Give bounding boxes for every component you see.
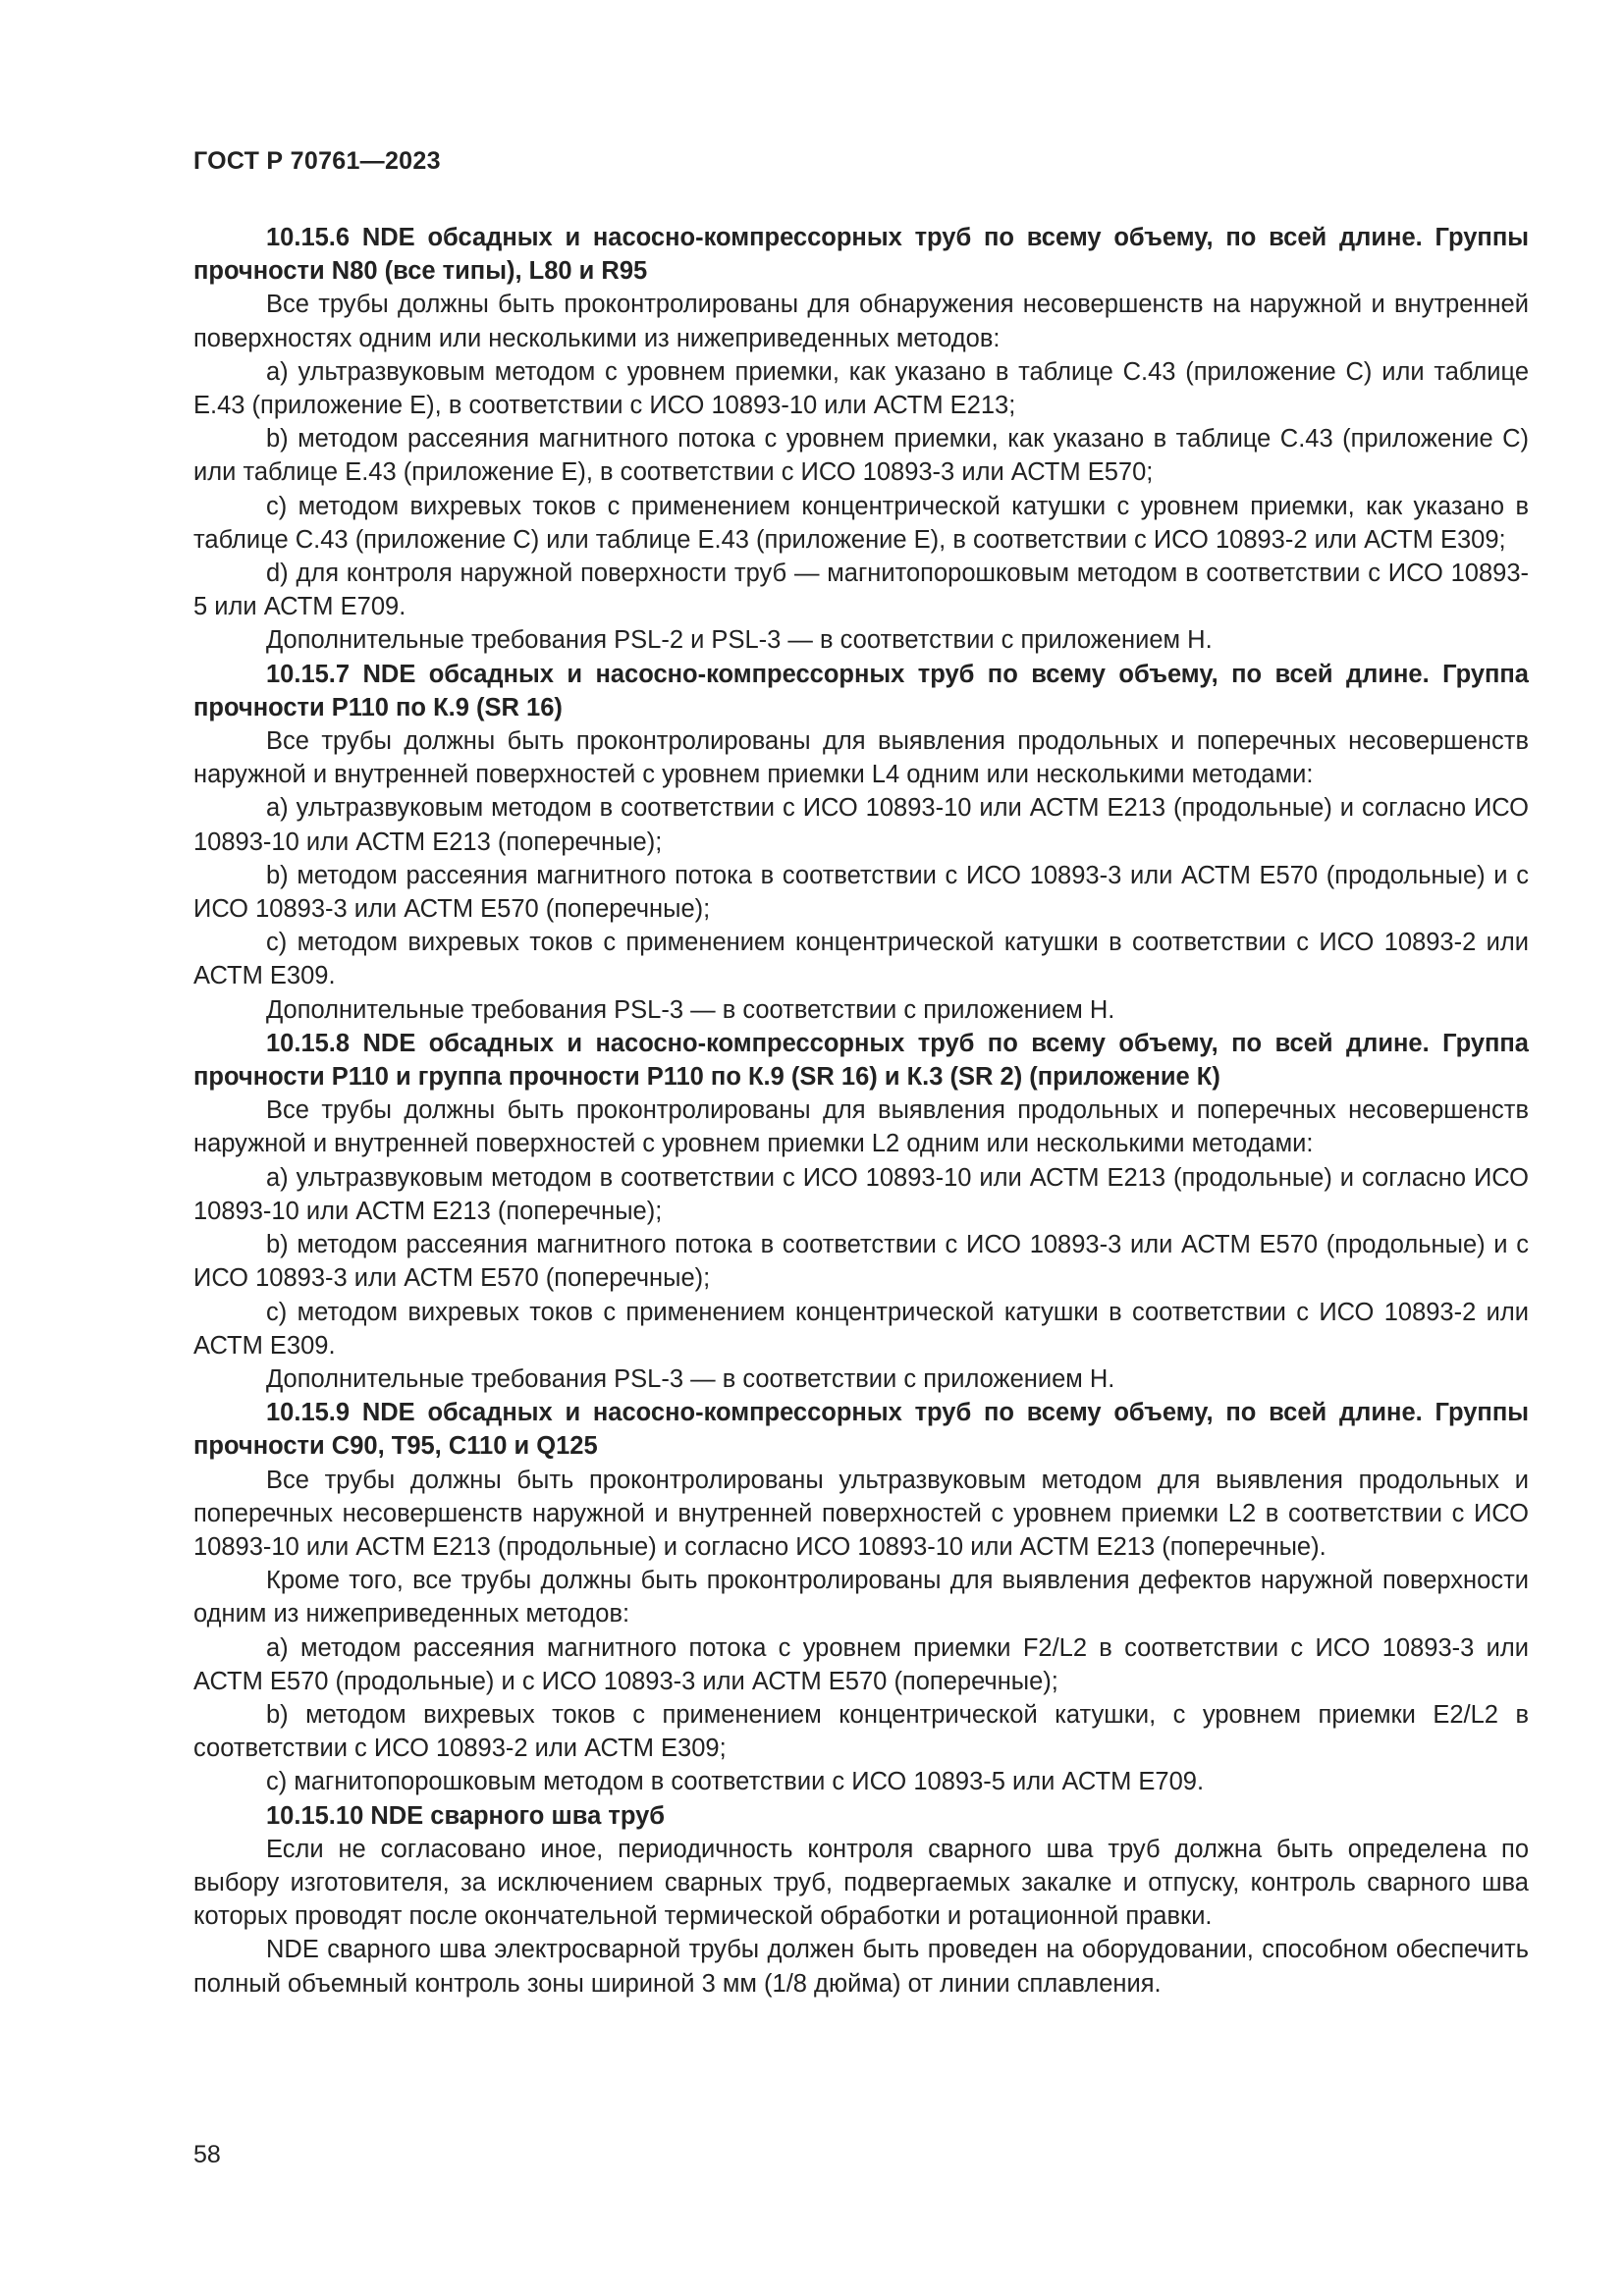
section-heading: 10.15.7 NDE обсадных и насосно-компрессорных труб по всему объему, по всей длине. Группа прочности P110 по К.9 (SR 16) [193, 660, 1529, 721]
body-paragraph: Дополнительные требования PSL-3 — в соответствии с приложением H. [266, 1364, 1115, 1393]
document-header: ГОСТ Р 70761—2023 [193, 147, 441, 175]
body-paragraph: Все трубы должны быть проконтролированы для выявления продольных и поперечных несовершенств наружной и внутренней поверхностей с уровнем приемки L2 одним или несколькими методами: [193, 1096, 1529, 1158]
body-paragraph: c) методом вихревых токов с применением концентрической катушки в соответствии с ИСО 10893-2 или АСТМ E309. [193, 929, 1529, 990]
body-paragraph: Все трубы должны быть проконтролированы для обнаружения несовершенств на наружной и внутренней поверхностях одним или несколькими из нижеприведенных методов: [193, 291, 1529, 352]
body-paragraph: a) ультразвуковым методом в соответствии с ИСО 10893-10 или АСТМ E213 (продольные) и согласно ИСО 10893-10 или АСТМ E213 (поперечные); [193, 794, 1529, 856]
body-paragraph: a) ультразвуковым методом в соответствии с ИСО 10893-10 или АСТМ E213 (продольные) и согласно ИСО 10893-10 или АСТМ E213 (поперечные); [193, 1163, 1529, 1225]
body-paragraph: c) методом вихревых токов с применением концентрической катушки с уровнем приемки, как указано в таблице C.43 (приложение C) или таблице E.43 (приложение E), в соответствии с ИСО 10893-2 или АСТМ E309; [193, 492, 1529, 554]
body-paragraph: Если не согласовано иное, периодичность контроля сварного шва труб должна быть определена по выбору изготовителя, за исключением сварных труб, подвергаемых закалке и отпуску, контроль сварного шва которых проводят после окончательной термической обработки и ротационной правки. [193, 1835, 1529, 1931]
section-heading: 10.15.10 NDE сварного шва труб [266, 1801, 665, 1830]
body-paragraph: d) для контроля наружной поверхности труб — магнитопорошковым методом в соответствии с ИСО 10893-5 или АСТМ E709. [193, 560, 1529, 621]
body-paragraph: Все трубы должны быть проконтролированы для выявления продольных и поперечных несовершенств наружной и внутренней поверхностей с уровнем приемки L4 одним или несколькими методами: [193, 727, 1529, 789]
body-paragraph: c) магнитопорошковым методом в соответствии с ИСО 10893-5 или АСТМ E709. [266, 1768, 1205, 1796]
body-paragraph: a) ультразвуковым методом с уровнем приемки, как указано в таблице C.43 (приложение C) или таблице E.43 (приложение E), в соответствии с ИСО 10893-10 или АСТМ E213; [193, 357, 1529, 420]
body-paragraph: a) методом рассеяния магнитного потока с уровнем приемки F2/L2 в соответствии с ИСО 10893-3 или АСТМ E570 (продольные) и с ИСО 10893-3 или АСТМ E570 (поперечные); [193, 1633, 1529, 1695]
section-heading: 10.15.6 NDE обсадных и насосно-компрессорных труб по всему объему, по всей длине. Группы прочности N80 (все типы), L80 и R95 [193, 224, 1529, 286]
body-paragraph: b) методом рассеяния магнитного потока в соответствии с ИСО 10893-3 или АСТМ E570 (продольные) и с ИСО 10893-3 или АСТМ E570 (поперечные); [193, 1231, 1529, 1293]
section-heading: 10.15.9 NDE обсадных и насосно-компрессорных труб по всему объему, по всей длине. Группы прочности C90, T95, C110 и Q125 [193, 1399, 1529, 1461]
body-paragraph: b) методом рассеяния магнитного потока с уровнем приемки, как указано в таблице C.43 (приложение C) или таблице E.43 (приложение E), в соответствии с ИСО 10893-3 или АСТМ E570; [193, 425, 1529, 487]
body-paragraph: Все трубы должны быть проконтролированы ультразвуковым методом для выявления продольных и поперечных несовершенств наружной и внутренней поверхностей с уровнем приемки L2 в соответствии с ИСО 10893-10 или АСТМ E213 (продольные) и согласно ИСО 10893-10 или АСТМ E213 (поперечные). [193, 1466, 1529, 1561]
body-paragraph: Дополнительные требования PSL-2 и PSL-3 — в соответствии с приложением H. [266, 626, 1213, 655]
body-paragraph: b) методом рассеяния магнитного потока в соответствии с ИСО 10893-3 или АСТМ E570 (продольные) и с ИСО 10893-3 или АСТМ E570 (поперечные); [193, 861, 1529, 924]
body-paragraph: Дополнительные требования PSL-3 — в соответствии с приложением H. [266, 995, 1115, 1024]
section-heading: 10.15.8 NDE обсадных и насосно-компрессорных труб по всему объему, по всей длине. Группа прочности P110 и группа прочности P110 по К.9 (SR 16) и К.3 (SR 2) (приложение К) [193, 1029, 1529, 1092]
body-paragraph: c) методом вихревых токов с применением концентрической катушки в соответствии с ИСО 10893-2 или АСТМ E309. [193, 1298, 1529, 1360]
body-paragraph: NDE сварного шва электросварной трубы должен быть проведен на оборудовании, способном обеспечить полный объемный контроль зоны шириной 3 мм (1/8 дюйма) от линии сплавления. [193, 1936, 1529, 1998]
body-paragraph: Кроме того, все трубы должны быть проконтролированы для выявления дефектов наружной поверхности одним из нижеприведенных методов: [193, 1567, 1529, 1629]
page-number: 58 [193, 2141, 221, 2168]
document-body [193, 221, 1529, 2001]
body-paragraph: b) методом вихревых токов с применением концентрической катушки, с уровнем приемки E2/L2 в соответствии с ИСО 10893-2 или АСТМ E309; [193, 1700, 1529, 1763]
